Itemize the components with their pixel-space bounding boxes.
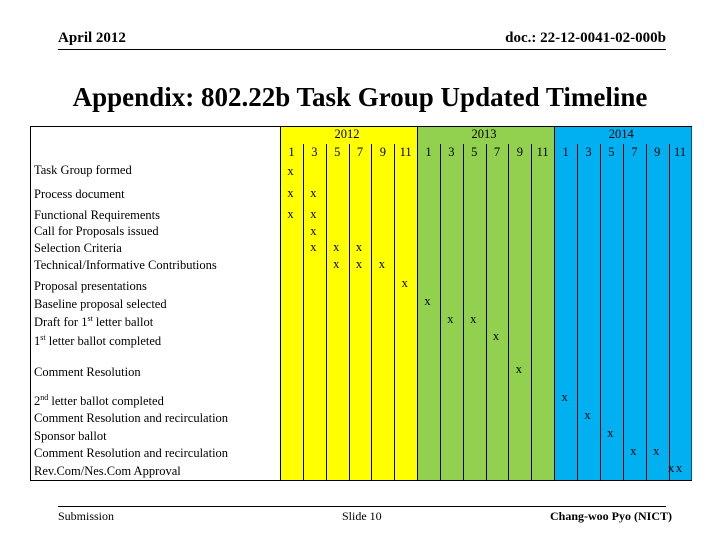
footer-left: Submission (58, 509, 115, 523)
month-label: 9 (379, 145, 386, 159)
year-label-2014: 2014 (608, 127, 634, 141)
footer-author: Chang-woo Pyo (NICT) (550, 509, 673, 523)
task-label: Draft for 1st letter ballot (34, 313, 154, 329)
task-label: Rev.Com/Nes.Com Approval (34, 464, 181, 478)
task-mark: x (378, 257, 385, 271)
month-label: 5 (334, 145, 341, 159)
task-mark: x (676, 461, 683, 475)
month-label: 1 (562, 145, 569, 159)
month-label: 7 (493, 145, 501, 159)
task-mark: x (653, 444, 660, 458)
task-label: Comment Resolution and recirculation (34, 411, 229, 425)
timeline-chart (30, 126, 692, 481)
month-label: 11 (399, 145, 412, 159)
task-label: Baseline proposal selected (34, 297, 167, 311)
year-label-2012: 2012 (334, 127, 360, 141)
footer-slide-number: Slide 10 (342, 509, 382, 523)
task-label: Technical/Informative Contributions (34, 258, 217, 272)
header-doc-id: doc.: 22-12-0041-02-000b (505, 30, 666, 46)
month-label: 7 (356, 145, 364, 159)
month-label: 5 (608, 145, 615, 159)
task-mark: x (401, 276, 408, 290)
task-mark: x (287, 186, 294, 200)
task-mark: x (447, 312, 454, 326)
task-label: Process document (34, 187, 125, 201)
task-mark: x (607, 426, 614, 440)
task-mark: x (492, 329, 500, 343)
task-mark: x (355, 240, 363, 254)
task-label: Comment Resolution (34, 365, 141, 379)
task-mark: x (470, 312, 477, 326)
month-label: 1 (288, 145, 295, 159)
task-mark: x (424, 294, 431, 308)
header-rule (58, 49, 666, 50)
month-label: 9 (654, 145, 661, 159)
task-label: Task Group formed (34, 163, 132, 177)
task-label: 1st letter ballot completed (34, 332, 162, 348)
task-mark: x (355, 257, 363, 271)
month-label: 5 (471, 145, 478, 159)
month-label: 11 (674, 145, 687, 159)
task-mark: x (333, 240, 340, 254)
month-label: 3 (585, 145, 592, 159)
task-label: Proposal presentations (34, 279, 147, 293)
task-mark: x (310, 224, 317, 238)
task-mark: x (310, 240, 317, 254)
task-mark: x (333, 257, 340, 271)
task-label: Sponsor ballot (34, 429, 107, 443)
task-label: Functional Requirements (34, 208, 161, 222)
task-mark: x (310, 207, 317, 221)
task-mark: x (287, 164, 294, 178)
footer-rule (58, 506, 666, 507)
year-label-2013: 2013 (471, 127, 497, 141)
month-label: 1 (425, 145, 432, 159)
month-label: 3 (311, 145, 318, 159)
month-label: 3 (448, 145, 455, 159)
task-mark: x (584, 408, 591, 422)
task-label: 2nd letter ballot completed (34, 392, 164, 408)
header-date: April 2012 (58, 30, 126, 46)
task-mark: x (630, 444, 637, 458)
task-mark: x (561, 390, 568, 404)
month-label: 7 (631, 145, 638, 159)
task-label: Call for Proposals issued (34, 224, 159, 238)
task-mark: x (310, 186, 317, 200)
slide-title: Appendix: 802.22b Task Group Updated Timeline (72, 82, 648, 112)
month-label: 9 (516, 145, 523, 159)
month-label: 11 (536, 145, 549, 159)
task-mark: x (668, 461, 675, 475)
task-label: Comment Resolution and recirculation (34, 446, 229, 460)
task-mark: x (287, 207, 294, 221)
task-label: Selection Criteria (34, 241, 122, 255)
task-mark: x (515, 362, 522, 376)
